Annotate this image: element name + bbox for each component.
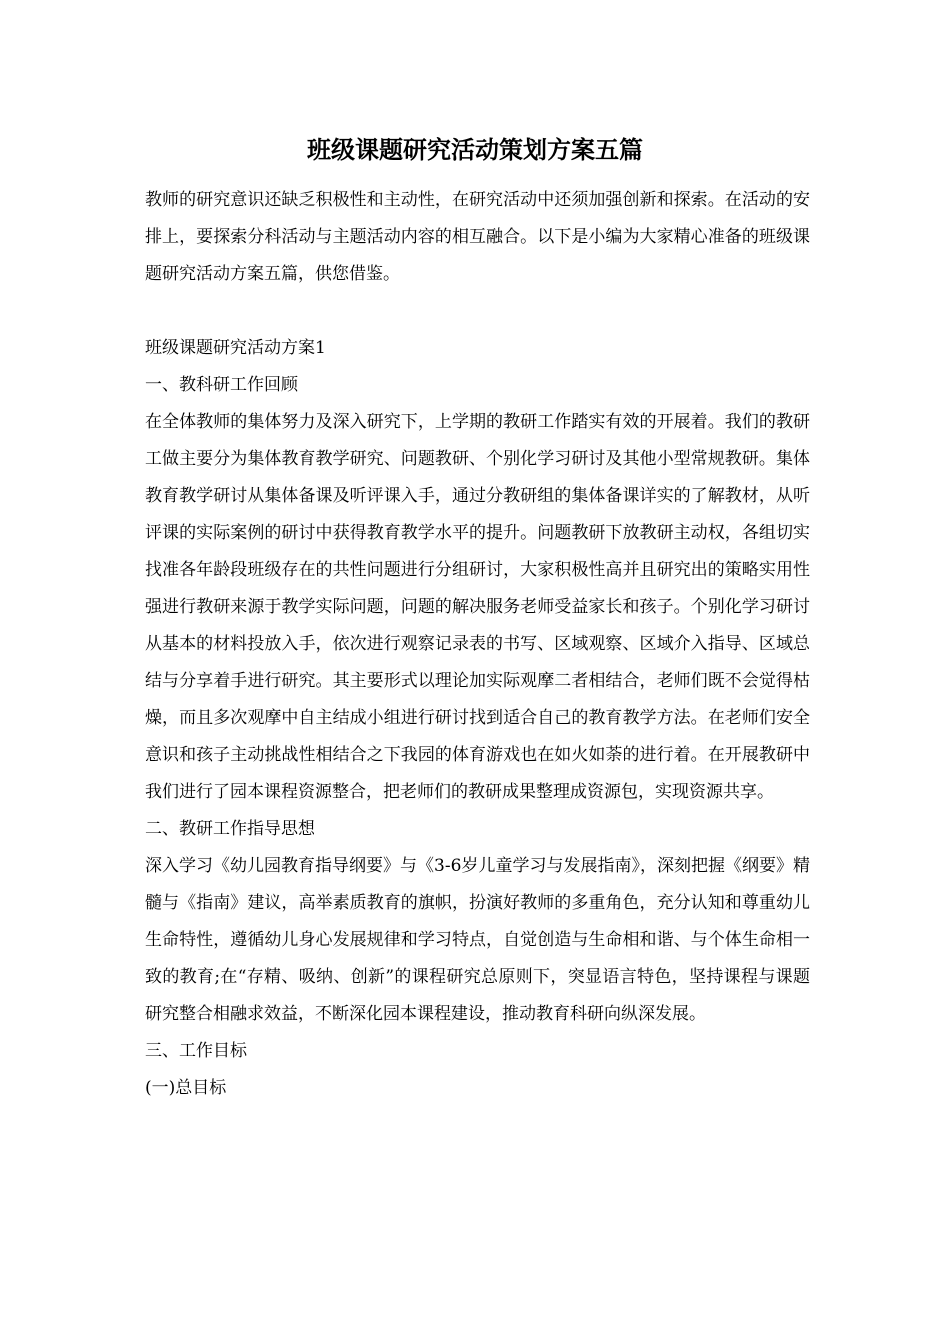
page-title: 班级课题研究活动策划方案五篇 [307, 135, 643, 164]
part2-paragraph: 深入学习《幼儿园教育指导纲要》与《3-6岁儿童学习与发展指南》，深刻把握《纲要》精髓与《指南》建议，高举素质教育的旗帜，扮演好教师的多重角色，充分认知和尊重幼儿生命特性，遵循幼儿身心发展规律和学习特点，自觉创造与生命相和谐、与个体生命相一致的教育;在“存精、吸纳、创新”的课程研究总原则下，突显语言特色，坚持课程与课题研究整合相融求效益，不断深化园本课程建设，推动教育科研向纵深发展。 [145, 856, 810, 1024]
part3-heading: 三、工作目标 [145, 1041, 247, 1061]
section-title: 班级课题研究活动方案1 [145, 338, 326, 358]
part1-paragraph: 在全体教师的集体努力及深入研究下，上学期的教研工作踏实有效的开展着。我们的教研工做主要分为集体教育教学研究、问题教研、个别化学习研讨及其他小型常规教研。集体教育教学研讨从集体备课及听评课入手，通过分教研组的集体备课详实的了解教材，从听评课的实际案例的研讨中获得教育教学水平的提升。问题教研下放教研主动权，各组切实找准各年龄段班级存在的共性问题进行分组研讨，大家积极性高并且研究出的策略实用性强进行教研来源于教学实际问题，问题的解决服务老师受益家长和孩子。个别化学习研讨从基本的材料投放入手，依次进行观察记录表的书写、区域观察、区域介入指导、区域总结与分享着手进行研究。其主要形式以理论加实际观摩二者相结合，老师们既不会觉得枯燥，而且多次观摩中自主结成小组进行研讨找到适合自己的教育教学方法。在老师们安全意识和孩子主动挑战性相结合之下我园的体育游戏也在如火如荼的进行着。在开展教研中我们进行了园本课程资源整合，把老师们的教研成果整理成资源包，实现资源共享。 [145, 412, 810, 802]
part1-heading: 一、教科研工作回顾 [145, 375, 298, 395]
part2-heading: 二、教研工作指导思想 [145, 819, 315, 839]
part3-subheading: (一)总目标 [145, 1078, 227, 1098]
intro-paragraph: 教师的研究意识还缺乏积极性和主动性，在研究活动中还须加强创新和探索。在活动的安排上，要探索分科活动与主题活动内容的相互融合。以下是小编为大家精心准备的班级课题研究活动方案五篇，供您借鉴。 [145, 190, 810, 284]
document-body [145, 182, 810, 1107]
